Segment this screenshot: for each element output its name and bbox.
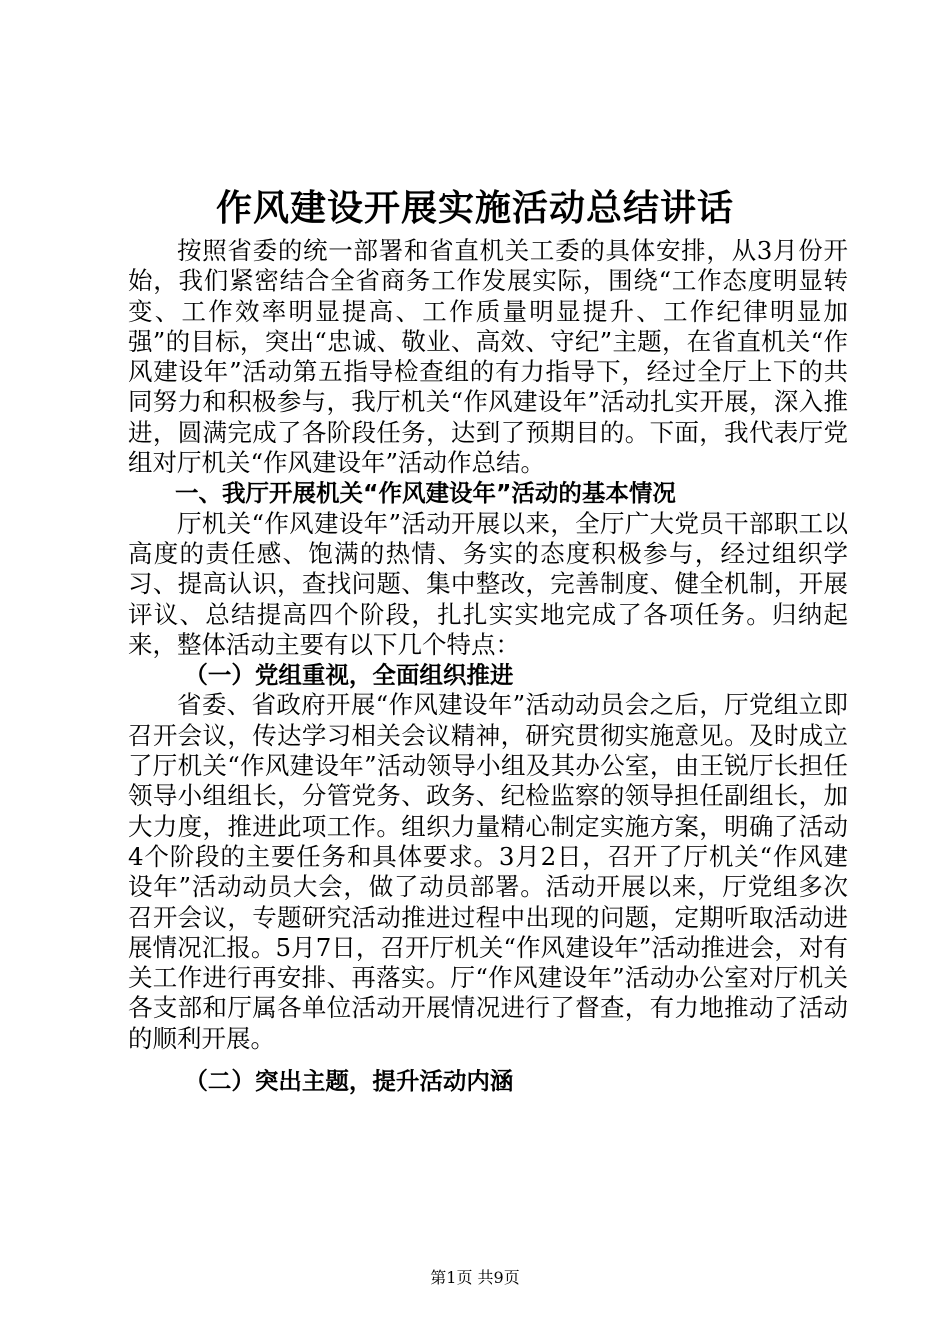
intro-paragraph: 按照省委的统一部署和省直机关工委的具体安排，从3月份开始，我们紧密结合全省商务工作发展实际，围绕“工作态度明显转变、工作效率明显提高、工作质量明显提升、工作纪律明显加强”的目标，突出“忠诚、敬业、高效、守纪”主题，在省直机关“作风建设年”活动第五指导检查组的有力指导下，经过全厅上下的共同努力和积极参与，我厅机关“作风建设年”活动扎实开展，深入推进，圆满完成了各阶段任务，达到了预期目的。下面，我代表厅党组对厅机关“作风建设年”活动作总结。 <box>128 236 848 478</box>
document-body <box>128 236 848 1096</box>
subheading-party-group-attention: （一）党组重视，全面组织推进 <box>184 661 514 690</box>
subheading-highlight-theme: （二）突出主题，提升活动内涵 <box>184 1067 514 1096</box>
document-title: 作风建设开展实施活动总结讲话 <box>215 188 734 229</box>
party-group-paragraph: 省委、省政府开展“作风建设年”活动动员会之后，厅党组立即召开会议，传达学习相关会议精神，研究贯彻实施意见。及时成立了厅机关“作风建设年”活动领导小组及其办公室，由王锐厅长担任领导小组组长，分管党务、政务、纪检监察的领导担任副组长，加大力度，推进此项工作。组织力量精心制定实施方案，明确了活动4个阶段的主要任务和具体要求。3月2日，召开了厅机关“作风建设年”活动动员大会，做了动员部署。活动开展以来，厅党组多次召开会议，专题研究活动推进过程中出现的问题，定期听取活动进展情况汇报。5月7日，召开厅机关“作风建设年”活动推进会，对有关工作进行再安排、再落实。厅“作风建设年”活动办公室对厅机关各支部和厅属各单位活动开展情况进行了督查，有力地推动了活动的顺利开展。 <box>128 690 848 1053</box>
page-number-footer: 第1页 共9页 <box>430 1268 520 1287</box>
basic-situation-paragraph: 厅机关“作风建设年”活动开展以来，全厅广大党员干部职工以高度的责任感、饱满的热情、务实的态度积极参与，经过组织学习、提高认识，查找问题、集中整改，完善制度、健全机制，开展评议、总结提高四个阶段，扎扎实实地完成了各项任务。归纳起来，整体活动主要有以下几个特点： <box>128 508 848 659</box>
section-heading-basic-situation: 一、我厅开展机关“作风建设年”活动的基本情况 <box>175 479 676 508</box>
